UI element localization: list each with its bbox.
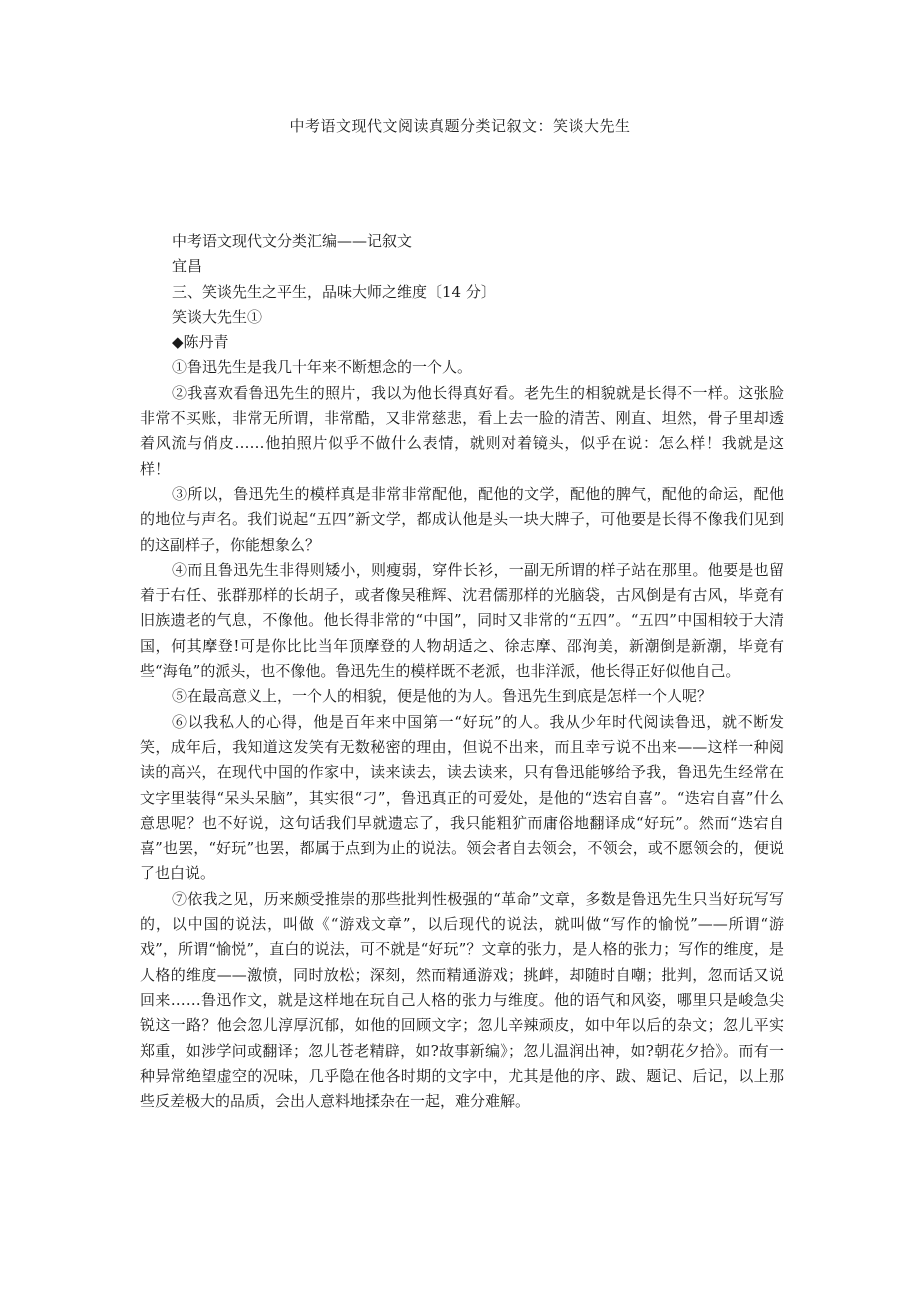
series-heading: 中考语文现代文分类汇编——记叙文 [172,232,413,250]
paragraph-4: ④而且鲁迅先生非得则矮小，则瘦弱，穿件长衫，一副无所谓的样子站在那里。他要是也留着于右任、张群那样的长胡子，或者像吴稚辉、沈君儒那样的光脑袋，古风倒是有古风，毕竟有旧族遗老的气息，不像他。他长得非常的“中国”，同时又非常的“五四”。“五四”中国相较于大清国，何其摩登!可是你比比当年顶摩登的人物胡适之、徐志摩、邵洵美，新潮倒是新潮，毕竟有些“海龟”的派头，也不像他。鲁迅先生的模样既不老派，也非洋派，他长得正好似他自己。 [140,560,784,681]
question-heading: 三、笑谈先生之平生，品味大师之维度〔14 分〕 [172,282,496,301]
paragraph-5: ⑤在最高意义上，一个人的相貌，便是他的为人。鲁迅先生到底是怎样一个人呢？ [172,687,713,706]
paragraph-7: ⑦依我之见，历来颇受推崇的那些批判性极强的“革命”文章，多数是鲁迅先生只当好玩写写的，以中国的说法，叫做《“游戏文章”，以后现代的说法，就叫做“写作的愉悦”——所谓“游戏”，所谓“愉悦”，直白的说法，可不就是“好玩”？文章的张力，是人格的张力；写作的维度，是人格的维度——激愤，同时放松；深刻，然而精通游戏；挑衅，却随时自嘲；批判，忽而话又说回来……鲁迅作文，就是这样地在玩自己人格的张力与维度。他的语气和风姿，哪里只是峻急尖锐这一路？他会忽儿淳厚沉郁，如他的回顾文字；忽儿辛辣顽皮，如中年以后的杂文；忽儿平实郑重，如涉学问或翻译；忽儿苍老精辟，如?故事新编》；忽儿温润出神，如?朝花夕拾》。而有一种异常绝望虚空的况味，几乎隐在他各时期的文字中，尤其是他的序、跋、题记、后记，以上那些反差极大的品质，会出人意料地揉杂在一起，难分难解。 [140,889,784,1111]
paragraph-3: ③所以，鲁迅先生的模样真是非常非常配他，配他的文学，配他的脾气，配他的命运，配他的地位与声名。我们说起“五四”新文学，都成认他是头一块大牌子，可他要是长得不像我们见到的这副样子，你能想象么？ [140,484,784,554]
article-title: 笑谈大先生① [172,307,263,326]
document-title: 中考语文现代文阅读真题分类记叙文：笑谈大先生 [289,117,631,135]
region-label: 宜昌 [172,257,203,276]
document-body [140,229,784,1114]
article-author: ◆陈丹青 [172,333,229,352]
paragraph-2: ②我喜欢看鲁迅先生的照片，我以为他长得真好看。老先生的相貌就是长得不一样。这张脸非常不买账，非常无所谓，非常酷，又非常慈悲，看上去一脸的清苦、刚直、坦然，骨子里却透着风流与俏皮……他拍照片似乎不做什么表情，就则对着镜头，似乎在说：怎么样！我就是这样！ [140,383,784,478]
paragraph-6: ⑥以我私人的心得，他是百年来中国第一“好玩”的人。我从少年时代阅读鲁迅，就不断发笑，成年后，我知道这发笑有无数秘密的理由，但说不出来，而且幸亏说不出来——这样一种阅读的高兴，在现代中国的作家中，读来读去，读去读来，只有鲁迅能够给予我，鲁迅先生经常在文字里装得“呆头呆脑”，其实很“刁”，鲁迅真正的可爱处，是他的“迭宕自喜”。“迭宕自喜”什么意思呢？也不好说，这句话我们早就遗忘了，我只能粗犷而庸俗地翻译成“好玩”。然而“迭宕自喜”也罢，“好玩”也罢，都属于点到为止的说法。领会者自去领会，不领会，或不愿领会的，便说了也白说。 [140,712,784,883]
paragraph-1: ①鲁迅先生是我几十年来不断想念的一个人。 [172,358,473,377]
